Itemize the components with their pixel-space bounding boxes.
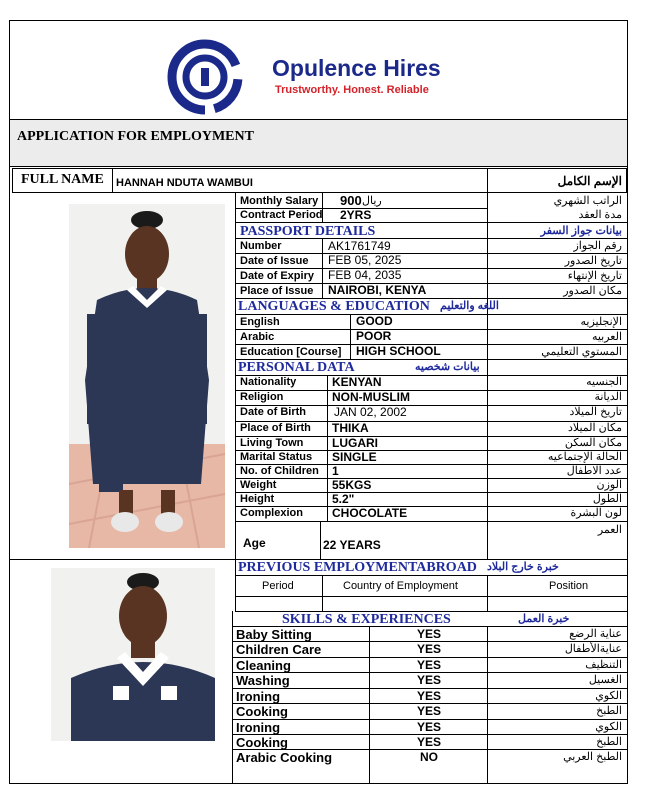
skill-label-ar: الطبخ (596, 736, 622, 748)
full-name-value: HANNAH NDUTA WAMBUI (116, 177, 253, 189)
skill-value: YES (416, 720, 441, 734)
personal-value: LUGARI (332, 436, 378, 450)
education-label: Education [Course] (240, 346, 342, 358)
contract-label-ar: مدة العقد (578, 209, 622, 221)
passport-number-label: Number (240, 240, 282, 252)
languages-section-title: LANGUAGES & EDUCATION (238, 299, 430, 314)
expiry-date-label-ar: تاريخ الإنتهاء (567, 270, 622, 282)
full-name-label-ar: الإسم الكامل (557, 174, 622, 188)
personal-value: KENYAN (332, 375, 382, 389)
skill-label: Washing (236, 673, 290, 688)
expiry-date-label: Date of Expiry (240, 270, 314, 282)
personal-label: Nationality (240, 376, 297, 388)
skill-label-ar: الغسيل (588, 674, 622, 686)
skill-label-ar: الكوي (595, 721, 622, 733)
passport-section-title-ar: بيانات جواز السفر (540, 225, 622, 237)
skill-value: NO (420, 750, 438, 764)
skill-label: Cooking (236, 704, 288, 719)
passport-number-label-ar: رقم الجواز (573, 240, 622, 252)
personal-value: 55KGS (332, 478, 372, 492)
skill-label: Arabic Cooking (236, 750, 333, 765)
arabic-label: Arabic (240, 331, 275, 343)
skill-label-ar: التنظيف (585, 659, 622, 671)
personal-value: CHOCOLATE (332, 506, 408, 520)
previous-section-title-ar: خبرة خارج البلاد (487, 561, 559, 573)
skills-section-title-ar: خبرة العمل (518, 613, 570, 625)
full-name-label: FULL NAME (21, 172, 104, 187)
personal-label: Weight (240, 479, 277, 491)
skill-label: Cleaning (236, 658, 291, 673)
personal-label-ar: مكان السكن (564, 437, 622, 449)
company-tagline: Trustworthy. Honest. Reliable (275, 84, 429, 96)
personal-label-ar: لون البشرة (570, 507, 622, 519)
salary-value: 900 (340, 193, 362, 208)
skill-label: Ironing (236, 689, 281, 704)
personal-label-ar: الديانة (594, 391, 622, 403)
skill-label-ar: الكوي (595, 690, 622, 702)
previous-header-country: Country of Employment (343, 580, 458, 592)
personal-section-title: PERSONAL DATA (238, 360, 355, 375)
personal-label: Living Town (240, 437, 304, 449)
personal-label: Complexion (240, 507, 303, 519)
personal-section-title-ar: بيانات شخصيه (415, 361, 480, 373)
issue-place-label: Place of Issue (240, 285, 314, 297)
personal-value: JAN 02, 2002 (334, 405, 407, 419)
personal-label-ar: الوزن (596, 479, 622, 491)
personal-label-ar: الحالة الإجتماعيه (547, 451, 622, 463)
personal-label: Religion (240, 391, 284, 403)
salary-currency: ريال (362, 195, 382, 207)
passport-number-value: AK1761749 (328, 239, 391, 253)
english-label: English (240, 316, 280, 328)
personal-label: Place of Birth (240, 422, 311, 434)
salary-label-ar: الراتب الشهري (553, 195, 622, 207)
age-label: Age (243, 536, 266, 550)
english-value: GOOD (356, 314, 393, 328)
personal-label-ar: الجنسيه (586, 376, 622, 388)
education-value: HIGH SCHOOL (356, 344, 441, 358)
logo-mark-icon (165, 38, 245, 116)
skill-value: YES (416, 658, 441, 672)
personal-label-ar: مكان الميلاد (567, 422, 622, 434)
english-label-ar: الإنجليزيه (580, 316, 622, 328)
personal-value: NON-MUSLIM (332, 390, 410, 404)
personal-label: Height (240, 493, 275, 505)
education-label-ar: المستوي التعليمي (541, 346, 622, 358)
skill-label-ar: عنايةالأطفال (564, 643, 622, 655)
issue-date-label: Date of Issue (240, 255, 309, 267)
passport-section-title: PASSPORT DETAILS (240, 224, 376, 239)
languages-section-title-ar: اللغه والتعليم (440, 300, 499, 312)
personal-value: SINGLE (332, 450, 377, 464)
arabic-value: POOR (356, 329, 392, 343)
contract-value: 2YRS (340, 208, 372, 222)
personal-label-ar: عدد الاطفال (566, 465, 622, 477)
personal-value: 1 (332, 464, 339, 478)
applicant-photo-portrait (51, 568, 215, 741)
skill-value: YES (416, 735, 441, 749)
age-value: 22 YEARS (323, 538, 381, 552)
skill-value: YES (416, 704, 441, 718)
previous-header-period: Period (262, 580, 294, 592)
issue-date-label-ar: تاريخ الصدور (564, 255, 622, 267)
salary-label: Monthly Salary (240, 195, 319, 207)
arabic-label-ar: العربيه (591, 331, 622, 343)
personal-label: Marital Status (240, 451, 313, 463)
expiry-date-value: FEB 04, 2035 (328, 268, 402, 282)
skill-label: Baby Sitting (236, 627, 312, 642)
issue-place-label-ar: مكان الصدور (563, 285, 622, 297)
applicant-photo-full (69, 204, 225, 548)
personal-label-ar: تاريخ الميلاد (569, 406, 622, 418)
previous-section-title: PREVIOUS EMPLOYMENTABROAD (238, 560, 477, 575)
issue-date-value: FEB 05, 2025 (328, 253, 402, 267)
skill-label: Cooking (236, 735, 288, 750)
skill-label: Children Care (236, 642, 322, 657)
skill-label: Ironing (236, 720, 281, 735)
skill-value: YES (416, 689, 441, 703)
personal-value: 5.2" (332, 492, 355, 506)
personal-label-ar: الطول (592, 493, 622, 505)
skill-label-ar: عناية الرضع (569, 628, 622, 640)
company-name: Opulence Hires (272, 55, 441, 81)
skill-value: YES (416, 642, 441, 656)
skill-label-ar: الطبخ (596, 705, 622, 717)
form-title: APPLICATION FOR EMPLOYMENT (17, 129, 254, 144)
skill-value: YES (416, 627, 441, 641)
age-label-ar: العمر (597, 524, 622, 536)
personal-value: THIKA (332, 421, 369, 435)
personal-label: No. of Children (240, 465, 319, 477)
skill-label-ar: الطبخ العربي (563, 751, 622, 763)
contract-label: Contract Period (240, 209, 323, 221)
previous-header-position: Position (549, 580, 589, 592)
issue-place-value: NAIROBI, KENYA (328, 283, 427, 297)
skills-section-title: SKILLS & EXPERIENCES (282, 612, 451, 627)
personal-label: Date of Birth (240, 406, 306, 418)
skill-value: YES (416, 673, 441, 687)
company-logo (165, 38, 475, 116)
